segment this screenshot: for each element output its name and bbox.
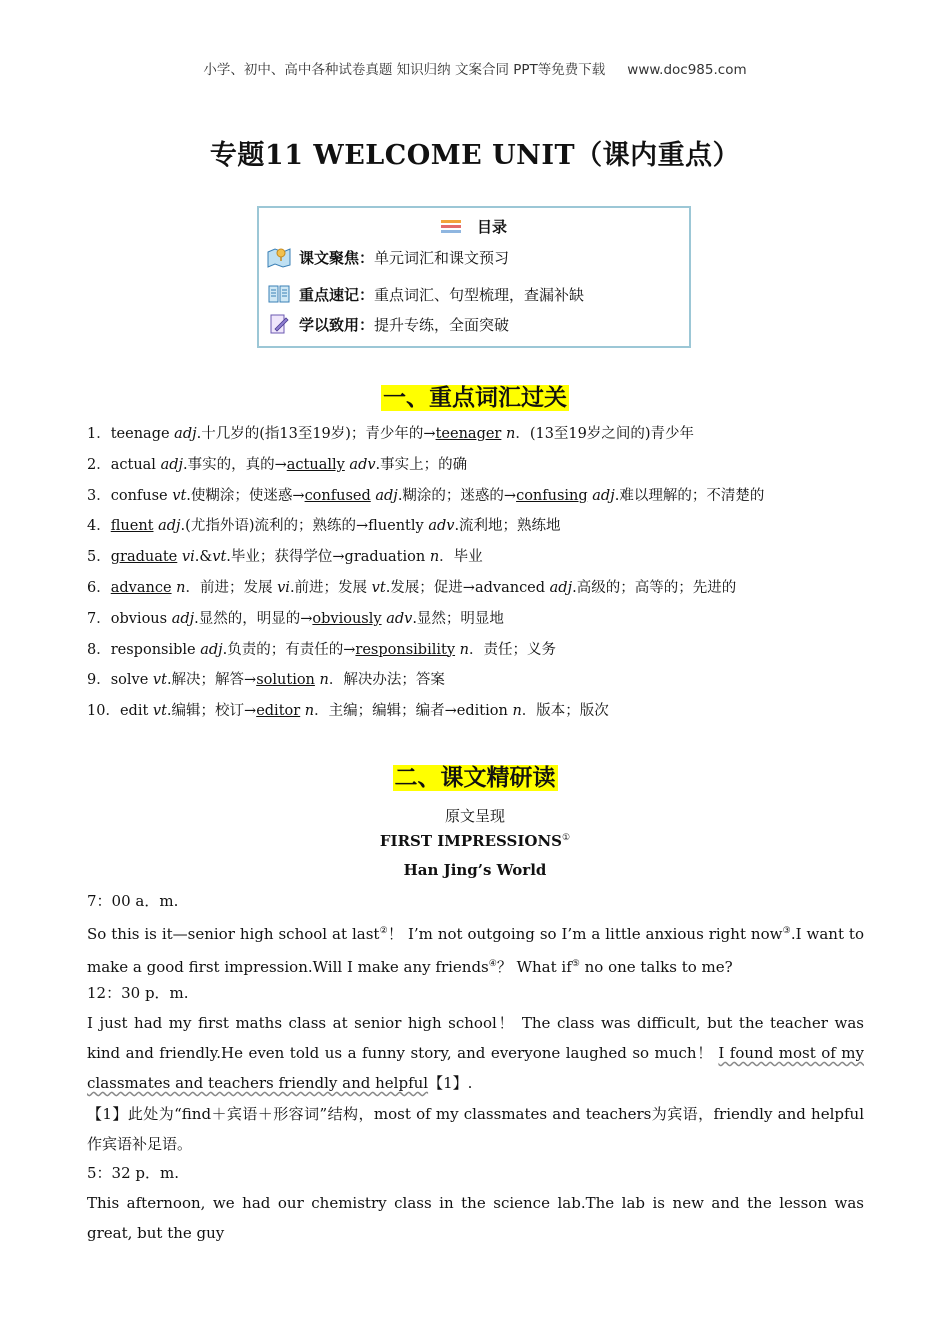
vocab-text: ．责任；义务 xyxy=(468,641,556,658)
vocab-item xyxy=(87,485,887,516)
part-of-speech: adv xyxy=(386,610,413,627)
key-word: solution xyxy=(256,672,315,689)
vocab-text: 3．confuse xyxy=(87,487,173,504)
toc-item-3-desc: 提升专练，全面突破 xyxy=(374,316,510,334)
key-word: obviously xyxy=(312,610,382,627)
vocab-text: 8．responsible xyxy=(87,641,201,658)
part-of-speech: adj xyxy=(158,518,181,535)
part-of-speech: adj xyxy=(375,487,398,504)
key-word: teenager xyxy=(435,426,502,442)
vocab-text: ．解决办法；答案 xyxy=(328,672,445,689)
vocab-item xyxy=(87,608,887,639)
key-word: confusing xyxy=(516,487,588,504)
section-heading-reading-text: 二、课文精研读 xyxy=(394,765,556,791)
text-heading xyxy=(0,832,950,850)
part-of-speech: vt xyxy=(172,487,187,504)
part-of-speech: vt xyxy=(152,703,167,720)
toc-item-1[interactable] xyxy=(267,246,509,268)
page-title: 专题11 WELCOME UNIT（课内重点） xyxy=(209,140,741,171)
list-icon xyxy=(441,220,461,234)
vocab-text: .难以理解的；不清楚的 xyxy=(614,487,765,504)
p1-seg: .I want to make a good first impression.Will I make any friends xyxy=(87,925,864,976)
part-of-speech: vi xyxy=(277,579,290,596)
time-stamp: 5：32 p．m. xyxy=(87,1164,179,1182)
vocab-text: 5． xyxy=(87,549,111,566)
text-heading-title: FIRST IMPRESSIONS xyxy=(379,832,563,850)
time-stamp: 7：00 a．m. xyxy=(87,892,179,910)
part-of-speech: n xyxy=(429,549,440,566)
header-text: 小学、初中、高中各种试卷真题 知识归纳 文案合同 PPT等免费下载 xyxy=(203,62,606,78)
key-word: actually xyxy=(286,456,345,473)
paragraph-2 xyxy=(87,1008,864,1098)
part-of-speech: vt xyxy=(371,579,386,596)
pencil-note-icon xyxy=(267,313,291,335)
vocab-item xyxy=(87,700,887,731)
part-of-speech: n xyxy=(505,426,516,442)
vocab-item xyxy=(87,639,887,670)
vocab-text: .前进；发展 xyxy=(289,579,372,596)
vocab-text: .高级的；高等的；先进的 xyxy=(572,579,737,596)
vocab-text: .毕业；获得学位→graduation xyxy=(226,549,430,566)
p1-seg: ？ What if xyxy=(496,958,572,976)
paragraph-1 xyxy=(87,916,864,982)
vocab-item xyxy=(87,577,887,608)
toc-item-2-desc: 重点词汇、句型梳理，查漏补缺 xyxy=(374,286,585,304)
part-of-speech: n xyxy=(319,672,329,689)
p1-seg: So this is it—senior high school at last xyxy=(87,925,380,943)
key-word: advance xyxy=(110,579,172,596)
key-word: responsibility xyxy=(355,641,456,658)
vocab-text: .发展；促进→advanced xyxy=(385,579,550,596)
page-header xyxy=(0,58,950,78)
vocab-text: ．主编；编辑；编者→edition xyxy=(314,703,513,720)
vocab-text: 9．solve xyxy=(87,672,153,689)
time-stamp: 12：30 p．m. xyxy=(87,984,189,1002)
key-word: confused xyxy=(304,487,371,504)
p2-seg: I just had my first maths class at senior high school！ The class was difficult, but the teacher was kind and friendly.He even told us a funny story, and everyone laughed so much！ xyxy=(87,1014,864,1062)
note-ref: 【1】. xyxy=(428,1074,473,1092)
vocab-text: .事实的，真的→ xyxy=(183,456,287,473)
vocab-text: ．版本；版次 xyxy=(521,703,609,720)
part-of-speech: adv xyxy=(349,456,376,473)
vocab-text: ．前进；发展 xyxy=(185,579,278,596)
section-heading-vocab xyxy=(0,379,950,412)
map-pin-icon xyxy=(267,246,291,268)
part-of-speech: n xyxy=(304,703,315,720)
part-of-speech: adj xyxy=(200,641,223,658)
footnote-mark: ① xyxy=(562,833,571,843)
vocab-text: 7．obvious xyxy=(87,610,172,627)
key-sentence: I found most of my classmates and teachers friendly and helpful xyxy=(87,1044,865,1092)
part-of-speech: n xyxy=(512,703,522,720)
footnote-mark: ⑤ xyxy=(571,959,580,969)
toc-heading xyxy=(259,216,689,237)
part-of-speech: adv xyxy=(428,518,455,535)
book-icon xyxy=(267,283,291,305)
part-of-speech: adj xyxy=(160,456,183,473)
vocab-text: .十几岁的(指13至19岁)；青少年的→ xyxy=(196,426,436,442)
vocab-text: 6． xyxy=(87,579,111,596)
vocab-item xyxy=(87,515,887,546)
vocab-text: .事实上；的确 xyxy=(375,456,468,473)
p1-seg: ！ I’m not outgoing so I’m a little anxious right now xyxy=(387,925,783,943)
vocab-list xyxy=(87,423,887,731)
key-word: editor xyxy=(256,703,301,720)
part-of-speech: adj xyxy=(549,579,573,596)
toc-item-2-label: 重点速记： xyxy=(299,286,375,304)
part-of-speech: vt xyxy=(212,549,227,566)
vocab-text: 2．actual xyxy=(87,456,161,473)
footnote-mark: ④ xyxy=(488,959,497,969)
vocab-text: ．毕业 xyxy=(439,549,483,566)
key-word: fluent xyxy=(110,518,154,535)
header-url[interactable]: www.doc985.com xyxy=(627,62,747,78)
paragraph-3: This afternoon, we had our chemistry class in the science lab.The lab is new and the lesson was great, but the guy xyxy=(87,1194,864,1242)
vocab-text: 1．teenage xyxy=(87,426,175,442)
toc-item-2[interactable] xyxy=(267,283,584,305)
vocab-item xyxy=(87,454,887,485)
vocab-item xyxy=(87,546,887,577)
part-of-speech: n xyxy=(176,579,186,596)
part-of-speech: vt xyxy=(152,672,167,689)
toc-item-3-label: 学以致用： xyxy=(299,316,375,334)
vocab-text: .(尤指外语)流利的；熟练的→fluently xyxy=(180,518,429,535)
vocab-text: 4． xyxy=(87,518,111,535)
table-of-contents xyxy=(257,206,691,348)
vocab-text: .使糊涂；使迷惑→ xyxy=(186,487,305,504)
vocab-text: .显然；明显地 xyxy=(412,610,504,627)
vocab-text: .流利地；熟练地 xyxy=(454,518,561,535)
part-of-speech: n xyxy=(459,641,469,658)
toc-heading-text: 目录 xyxy=(476,218,507,236)
text-subheading: Han Jing’s World xyxy=(403,861,547,879)
vocab-text: 10．edit xyxy=(87,703,153,720)
vocab-item xyxy=(87,669,887,700)
text-label: 原文呈现 xyxy=(444,807,505,825)
vocab-text: .负责的；有责任的→ xyxy=(222,641,356,658)
vocab-item xyxy=(87,423,887,454)
toc-item-3[interactable] xyxy=(267,313,509,335)
part-of-speech: adj xyxy=(174,426,197,442)
vocab-text: .显然的，明显的→ xyxy=(194,610,313,627)
toc-item-1-desc: 单元词汇和课文预习 xyxy=(374,249,510,267)
vocab-text: .& xyxy=(194,549,213,566)
part-of-speech: vi xyxy=(181,549,195,566)
vocab-text: .编辑；校订→ xyxy=(166,703,257,720)
toc-item-1-label: 课文聚焦： xyxy=(299,249,375,267)
part-of-speech: adj xyxy=(171,610,195,627)
vocab-text: .解决；解答→ xyxy=(166,672,257,689)
p1-seg: no one talks to me? xyxy=(579,958,733,976)
section-heading-reading xyxy=(0,759,950,792)
section-heading-vocab-text: 一、重点词汇过关 xyxy=(383,385,567,411)
footnote-mark: ③ xyxy=(782,926,791,936)
vocab-text: ．(13至19岁之间的)青少年 xyxy=(515,426,695,442)
footnote-mark: ② xyxy=(379,926,388,936)
grammar-note: 【1】此处为“find＋宾语＋形容词”结构，most of my classmates and teachers为宾语，friendly and helpful作宾语补足语。 xyxy=(87,1105,864,1153)
key-word: graduate xyxy=(110,549,178,566)
part-of-speech: adj xyxy=(592,487,615,504)
vocab-text: .糊涂的；迷惑的→ xyxy=(397,487,517,504)
